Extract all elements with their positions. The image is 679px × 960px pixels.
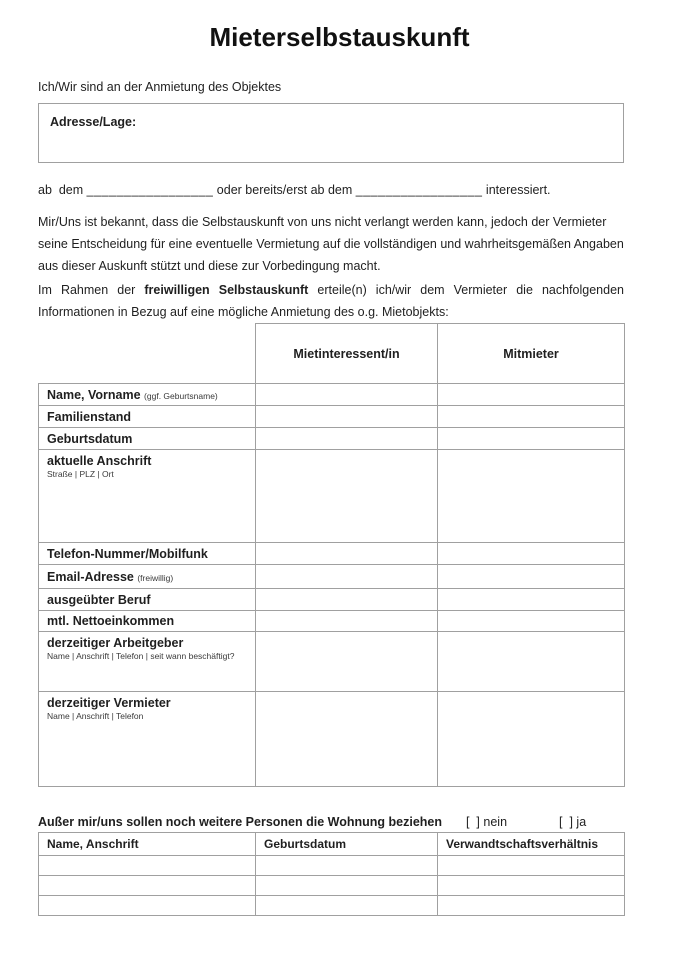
- checkbox-nein[interactable]: [466, 815, 507, 829]
- row-label: Telefon-Nummer/Mobilfunk: [47, 546, 208, 561]
- row-sublabel-detail: Name | Anschrift | Telefon | seit wann beschäftigt?: [47, 651, 235, 661]
- main-info-table: [38, 323, 625, 787]
- main-table-row: [39, 611, 625, 632]
- address-box: [38, 103, 624, 163]
- persons-table-header-row: [39, 833, 625, 856]
- person-geburtsdatum-input-cell[interactable]: [256, 896, 438, 916]
- row-sublabel-inline: (freiwillig): [137, 572, 174, 583]
- row-label-cell: [39, 406, 256, 428]
- row-label: derzeitiger Vermieter: [47, 696, 171, 710]
- mietinteressent-input-cell[interactable]: [256, 565, 438, 589]
- row-sublabel-detail: Name | Anschrift | Telefon: [47, 711, 144, 721]
- page-title: Mieterselbstauskunft: [209, 22, 470, 52]
- mietinteressent-input-cell[interactable]: [256, 406, 438, 428]
- mitmieter-input-cell[interactable]: [438, 589, 625, 611]
- mitmieter-input-cell[interactable]: [438, 692, 625, 787]
- checkbox-ja[interactable]: [559, 815, 586, 829]
- mitmieter-input-cell[interactable]: [438, 543, 625, 565]
- mietinteressent-input-cell[interactable]: [256, 428, 438, 450]
- main-table-row: [39, 428, 625, 450]
- persons-table-row: [39, 896, 625, 916]
- mietinteressent-input-cell[interactable]: [256, 384, 438, 406]
- row-label: ausgeübter Beruf: [47, 592, 151, 607]
- mitmieter-input-cell[interactable]: [438, 406, 625, 428]
- row-label-cell: [39, 611, 256, 632]
- address-box-label: Adresse/Lage:: [50, 115, 137, 129]
- main-table-header-row: [39, 324, 625, 384]
- date-line-prefix: ab dem: [38, 183, 87, 197]
- row-label-cell: [39, 632, 256, 692]
- empty-corner-cell: [39, 324, 256, 384]
- checkbox-nein-label: nein: [483, 815, 508, 829]
- main-table-row: [39, 632, 625, 692]
- paragraph2-before: Im Rahmen der: [38, 283, 145, 297]
- mitmieter-input-cell[interactable]: [438, 450, 625, 543]
- rental-date-line: [38, 181, 624, 199]
- mietinteressent-input-cell[interactable]: [256, 450, 438, 543]
- row-label: mtl. Nettoeinkommen: [47, 614, 175, 628]
- row-label: Name, Vorname: [47, 387, 141, 402]
- mitmieter-input-cell[interactable]: [438, 565, 625, 589]
- persons-col-name: Name, Anschrift: [39, 833, 256, 856]
- date-line-suffix: interessiert.: [482, 183, 551, 197]
- mietinteressent-input-cell[interactable]: [256, 543, 438, 565]
- row-label: derzeitiger Arbeitgeber: [47, 636, 184, 650]
- row-sublabel-inline: (ggf. Geburtsname): [144, 390, 218, 401]
- mietinteressent-input-cell[interactable]: [256, 632, 438, 692]
- mitmieter-input-cell[interactable]: [438, 611, 625, 632]
- date-blank-2[interactable]: _________________: [355, 183, 483, 197]
- disclaimer-paragraph: Mir/Uns ist bekannt, dass die Selbstauskunft von uns nicht verlangt werden kann, jedoch der Vermieter seine Entscheidung für eine eventuelle Vermietung auf die vollständigen und wahrheitsgemäßen Angaben aus dieser Auskunft stützt und diese zur Vorbedingung macht.: [38, 215, 624, 273]
- col-header-mietinteressent: Mietinteressent/in: [256, 324, 438, 384]
- main-table-row: [39, 565, 625, 589]
- main-table-row: [39, 450, 625, 543]
- row-label-cell: [39, 589, 256, 611]
- main-table-row: [39, 406, 625, 428]
- mietinteressent-input-cell[interactable]: [256, 589, 438, 611]
- person-geburtsdatum-input-cell[interactable]: [256, 856, 438, 876]
- address-input-area[interactable]: [50, 131, 594, 159]
- checkbox-nein-box[interactable]: [ ]: [466, 815, 480, 829]
- persons-table-row: [39, 856, 625, 876]
- voluntary-disclosure-paragraph: [38, 279, 624, 323]
- row-label: Familienstand: [47, 409, 132, 424]
- person-verwandtschaft-input-cell[interactable]: [438, 856, 625, 876]
- person-name-input-cell[interactable]: [39, 876, 256, 896]
- persons-col-verwandtschaft: Verwandtschaftsverhältnis: [438, 833, 625, 856]
- row-label-cell: [39, 692, 256, 787]
- mietinteressent-input-cell[interactable]: [256, 692, 438, 787]
- persons-col-geburtsdatum: Geburtsdatum: [256, 833, 438, 856]
- main-table-row: [39, 692, 625, 787]
- person-verwandtschaft-input-cell[interactable]: [438, 896, 625, 916]
- person-geburtsdatum-input-cell[interactable]: [256, 876, 438, 896]
- row-label: aktuelle Anschrift: [47, 454, 152, 468]
- person-name-input-cell[interactable]: [39, 856, 256, 876]
- person-name-input-cell[interactable]: [39, 896, 256, 916]
- paragraph2-bold: freiwilligen Selbstauskunft: [144, 283, 309, 297]
- row-label-cell: [39, 384, 256, 406]
- additional-persons-question: Außer mir/uns sollen noch weitere Personen die Wohnung beziehen: [38, 815, 442, 829]
- mitmieter-input-cell[interactable]: [438, 428, 625, 450]
- additional-persons-table: [38, 832, 625, 916]
- paragraph2-after: erteile(n) ich/wir dem Vermieter die nachfolgenden Informationen in Bezug auf eine mögliche Anmietung des o.g. Mietobjekts:: [38, 283, 624, 319]
- row-label-cell: [39, 565, 256, 589]
- additional-persons-question-line: [38, 813, 624, 831]
- persons-table-row: [39, 876, 625, 896]
- checkbox-ja-box[interactable]: [ ]: [559, 815, 573, 829]
- row-label-cell: [39, 543, 256, 565]
- person-verwandtschaft-input-cell[interactable]: [438, 876, 625, 896]
- row-label-cell: [39, 450, 256, 543]
- col-header-mitmieter: Mitmieter: [438, 324, 625, 384]
- date-line-middle: oder bereits/erst ab dem: [213, 183, 356, 197]
- mietinteressent-input-cell[interactable]: [256, 611, 438, 632]
- main-table-row: [39, 589, 625, 611]
- intro-text: Ich/Wir sind an der Anmietung des Objektes: [38, 80, 282, 94]
- row-label: Email-Adresse: [47, 569, 134, 584]
- mitmieter-input-cell[interactable]: [438, 632, 625, 692]
- main-table-row: [39, 384, 625, 406]
- date-blank-1[interactable]: _________________: [86, 183, 214, 197]
- row-label: Geburtsdatum: [47, 431, 133, 446]
- checkbox-ja-label: ja: [576, 815, 587, 829]
- row-label-cell: [39, 428, 256, 450]
- row-sublabel-detail: Straße | PLZ | Ort: [47, 469, 114, 479]
- main-table-row: [39, 543, 625, 565]
- mitmieter-input-cell[interactable]: [438, 384, 625, 406]
